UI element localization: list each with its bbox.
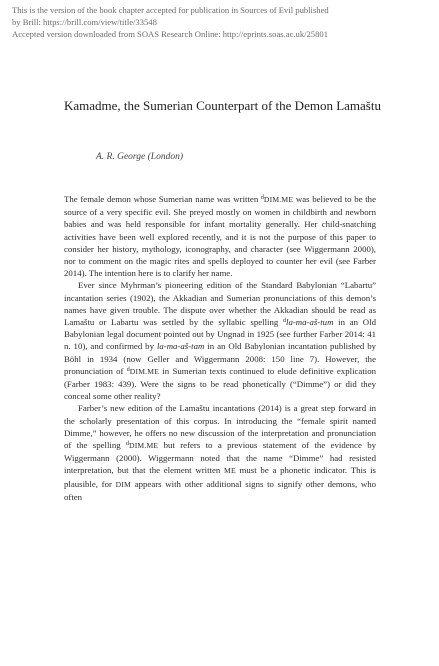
text-run: in an Old Babylonian incantation published by Böhl in 1934 (now Geller and Wiggermann 2008: 150 line 7). However, the pronunciation of (64, 341, 376, 376)
text-run: Farber’s new edition of the Lamaštu incantations (2014) is a great step forward in the scholarly presentation of this corpus. In introducing the “female spirit named Dimme,” however, he offers no new discussion of the interpretation and pronunciation of the spelling (64, 403, 376, 451)
download-notice (12, 4, 434, 40)
paragraph-3 (64, 402, 376, 503)
logogram: DIM.ME (129, 366, 160, 376)
notice-line-2: by Brill: https://brill.com/view/title/33548 (12, 17, 157, 27)
logogram: ME (224, 466, 236, 476)
text-run: must be a phonetic indicator. This is plausible, for (64, 465, 376, 489)
logogram: DIM (115, 479, 132, 489)
paragraph-1 (64, 193, 376, 279)
logogram: DIM.ME (263, 195, 294, 204)
text-run: in an Old Babylonian legal document pointed out by Ungnad in 1925 (see further Farber 2014: 41 n. 10), and confirmed by (64, 317, 376, 352)
text-run: appears with other additional signs to signify other demons, who often (64, 478, 376, 502)
logogram: DIM.ME (129, 441, 159, 451)
article-body (64, 193, 376, 503)
text-run: The female demon whose Sumerian name was written (64, 194, 261, 204)
divine-determinative: d (126, 366, 130, 373)
divine-determinative: d (126, 441, 130, 448)
paragraph-2 (64, 279, 376, 402)
article-title: Kamadme, the Sumerian Counterpart of the Demon Lamaštu (64, 98, 381, 113)
text-run: in Sumerian texts continued to elude definitive explication (Farber 1983: 439). Were the signs to be read phonetically (“Dimme”) or did they conceal some other reality? (64, 365, 377, 402)
notice-line-1: This is the version of the book chapter accepted for publication in Sources of Evil published (12, 5, 329, 15)
divine-determinative: d (260, 195, 264, 201)
article-author: A. R. George (London) (96, 152, 183, 162)
text-run: but refers to a previous statement of the evidence by Wiggermann (2000). Wiggermann noted that the name “Dimme” had resisted interpretation, but that the element written (64, 440, 377, 476)
divine-determinative: d (283, 318, 287, 325)
text-run: was believed to be the source of a very specific evil. She preyed mostly on women in childbirth and newborn babies and was held responsible for infant mortality generally. Her child-snatching activities have been well explored recently, and it is not the purpose of this paper to consider her history, mythology, iconography, and character (see Wiggermann 2000), nor to comment on the magic rites and spells deployed to counter her evil (see Farber 2014). The intention here is to clarify her name. (64, 194, 376, 279)
text-run: Ever since Myhrman’s pioneering edition of the Standard Babylonian “Labartu” incantation series (1902), the Akkadian and Sumerian pronunciations of this demon’s names have given trouble. The dispute over whether the Akkadian should be read as Lamaštu or Labartu was settled by the syllabic spelling (64, 280, 376, 328)
transliteration: la-ma-aš-tum (286, 317, 334, 328)
transliteration: la-ma-aš-tam (156, 341, 205, 352)
notice-line-3: Accepted version downloaded from SOAS Research Online: http://eprints.soas.ac.uk/25801 (12, 29, 328, 39)
